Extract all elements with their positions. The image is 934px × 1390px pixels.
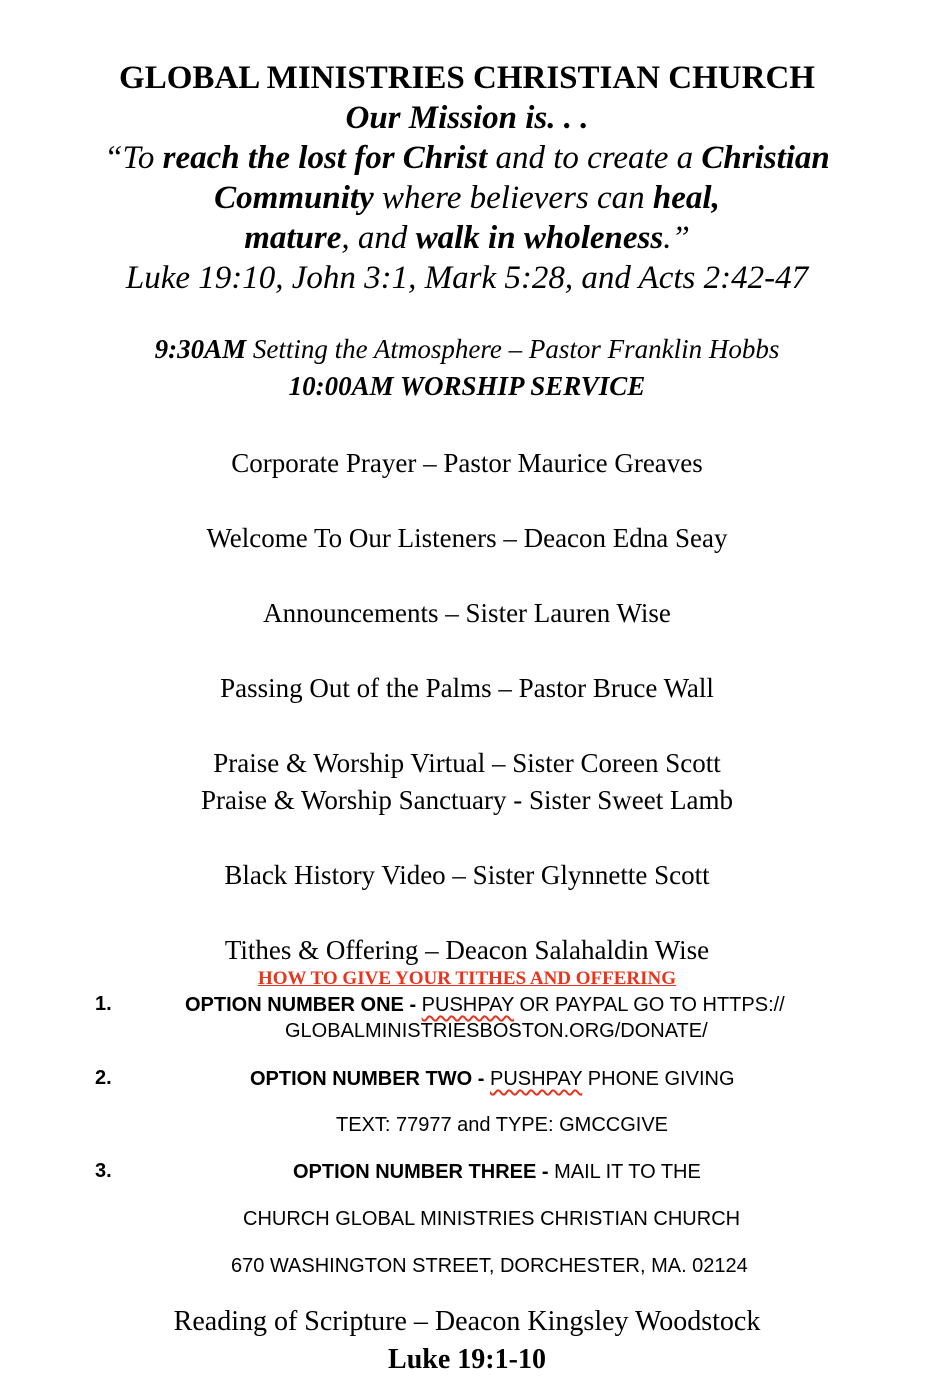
option-three-line1: OPTION NUMBER THREE - MAIL IT TO THE — [293, 1161, 701, 1183]
pre-service-line: 9:30AM Setting the Atmosphere – Pastor Franklin Hobbs — [154, 334, 780, 364]
mailing-name: CHURCH GLOBAL MINISTRIES CHRISTIAN CHURCH — [243, 1208, 741, 1230]
scripture-references: Luke 19:10, John 3:1, Mark 5:28, and Acts 2:42-47 — [125, 260, 809, 296]
program-item: Praise & Worship Virtual – Sister Coreen Scott — [213, 748, 721, 778]
mission-statement: “To reach the lost for Christ and to create a Christian Community where believers can heal, mature, and walk in wholeness.” — [104, 140, 830, 256]
option-number: 2. — [95, 1067, 112, 1089]
mailing-address: 670 WASHINGTON STREET, DORCHESTER, MA. 02124 — [231, 1255, 748, 1277]
worship-service-heading: 10:00AM WORSHIP SERVICE — [288, 371, 646, 401]
program-item: Praise & Worship Sanctuary - Sister Sweet Lamb — [201, 785, 733, 815]
program-item: Welcome To Our Listeners – Deacon Edna Seay — [206, 523, 728, 553]
option-one-line1: OPTION NUMBER ONE - PUSHPAY OR PAYPAL GO TO HTTPS:// — [185, 994, 785, 1016]
option-number: 3. — [95, 1160, 112, 1182]
option-number: 1. — [95, 993, 112, 1015]
scripture-passage: Luke 19:1-10 — [388, 1344, 546, 1375]
program-item: Black History Video – Sister Glynnette Scott — [224, 860, 710, 890]
program-item: Tithes & Offering – Deacon Salahaldin Wise — [224, 935, 710, 965]
program-item: Passing Out of the Palms – Pastor Bruce Wall — [220, 673, 714, 703]
program-item: Corporate Prayer – Pastor Maurice Greaves — [231, 448, 703, 478]
option-two-line1: OPTION NUMBER TWO - PUSHPAY PHONE GIVING — [250, 1068, 735, 1090]
church-name: GLOBAL MINISTRIES CHRISTIAN CHURCH — [119, 60, 815, 96]
donate-url: GLOBALMINISTRIESBOSTON.ORG/DONATE/ — [285, 1020, 708, 1042]
reading-of-scripture: Reading of Scripture – Deacon Kingsley Woodstock — [173, 1306, 761, 1337]
giving-heading: HOW TO GIVE YOUR TITHES AND OFFERING — [257, 968, 677, 989]
text-giving-instructions: TEXT: 77977 and TYPE: GMCCGIVE — [336, 1114, 668, 1136]
mission-intro: Our Mission is. . . — [345, 100, 589, 136]
program-item: Announcements – Sister Lauren Wise — [263, 598, 671, 628]
